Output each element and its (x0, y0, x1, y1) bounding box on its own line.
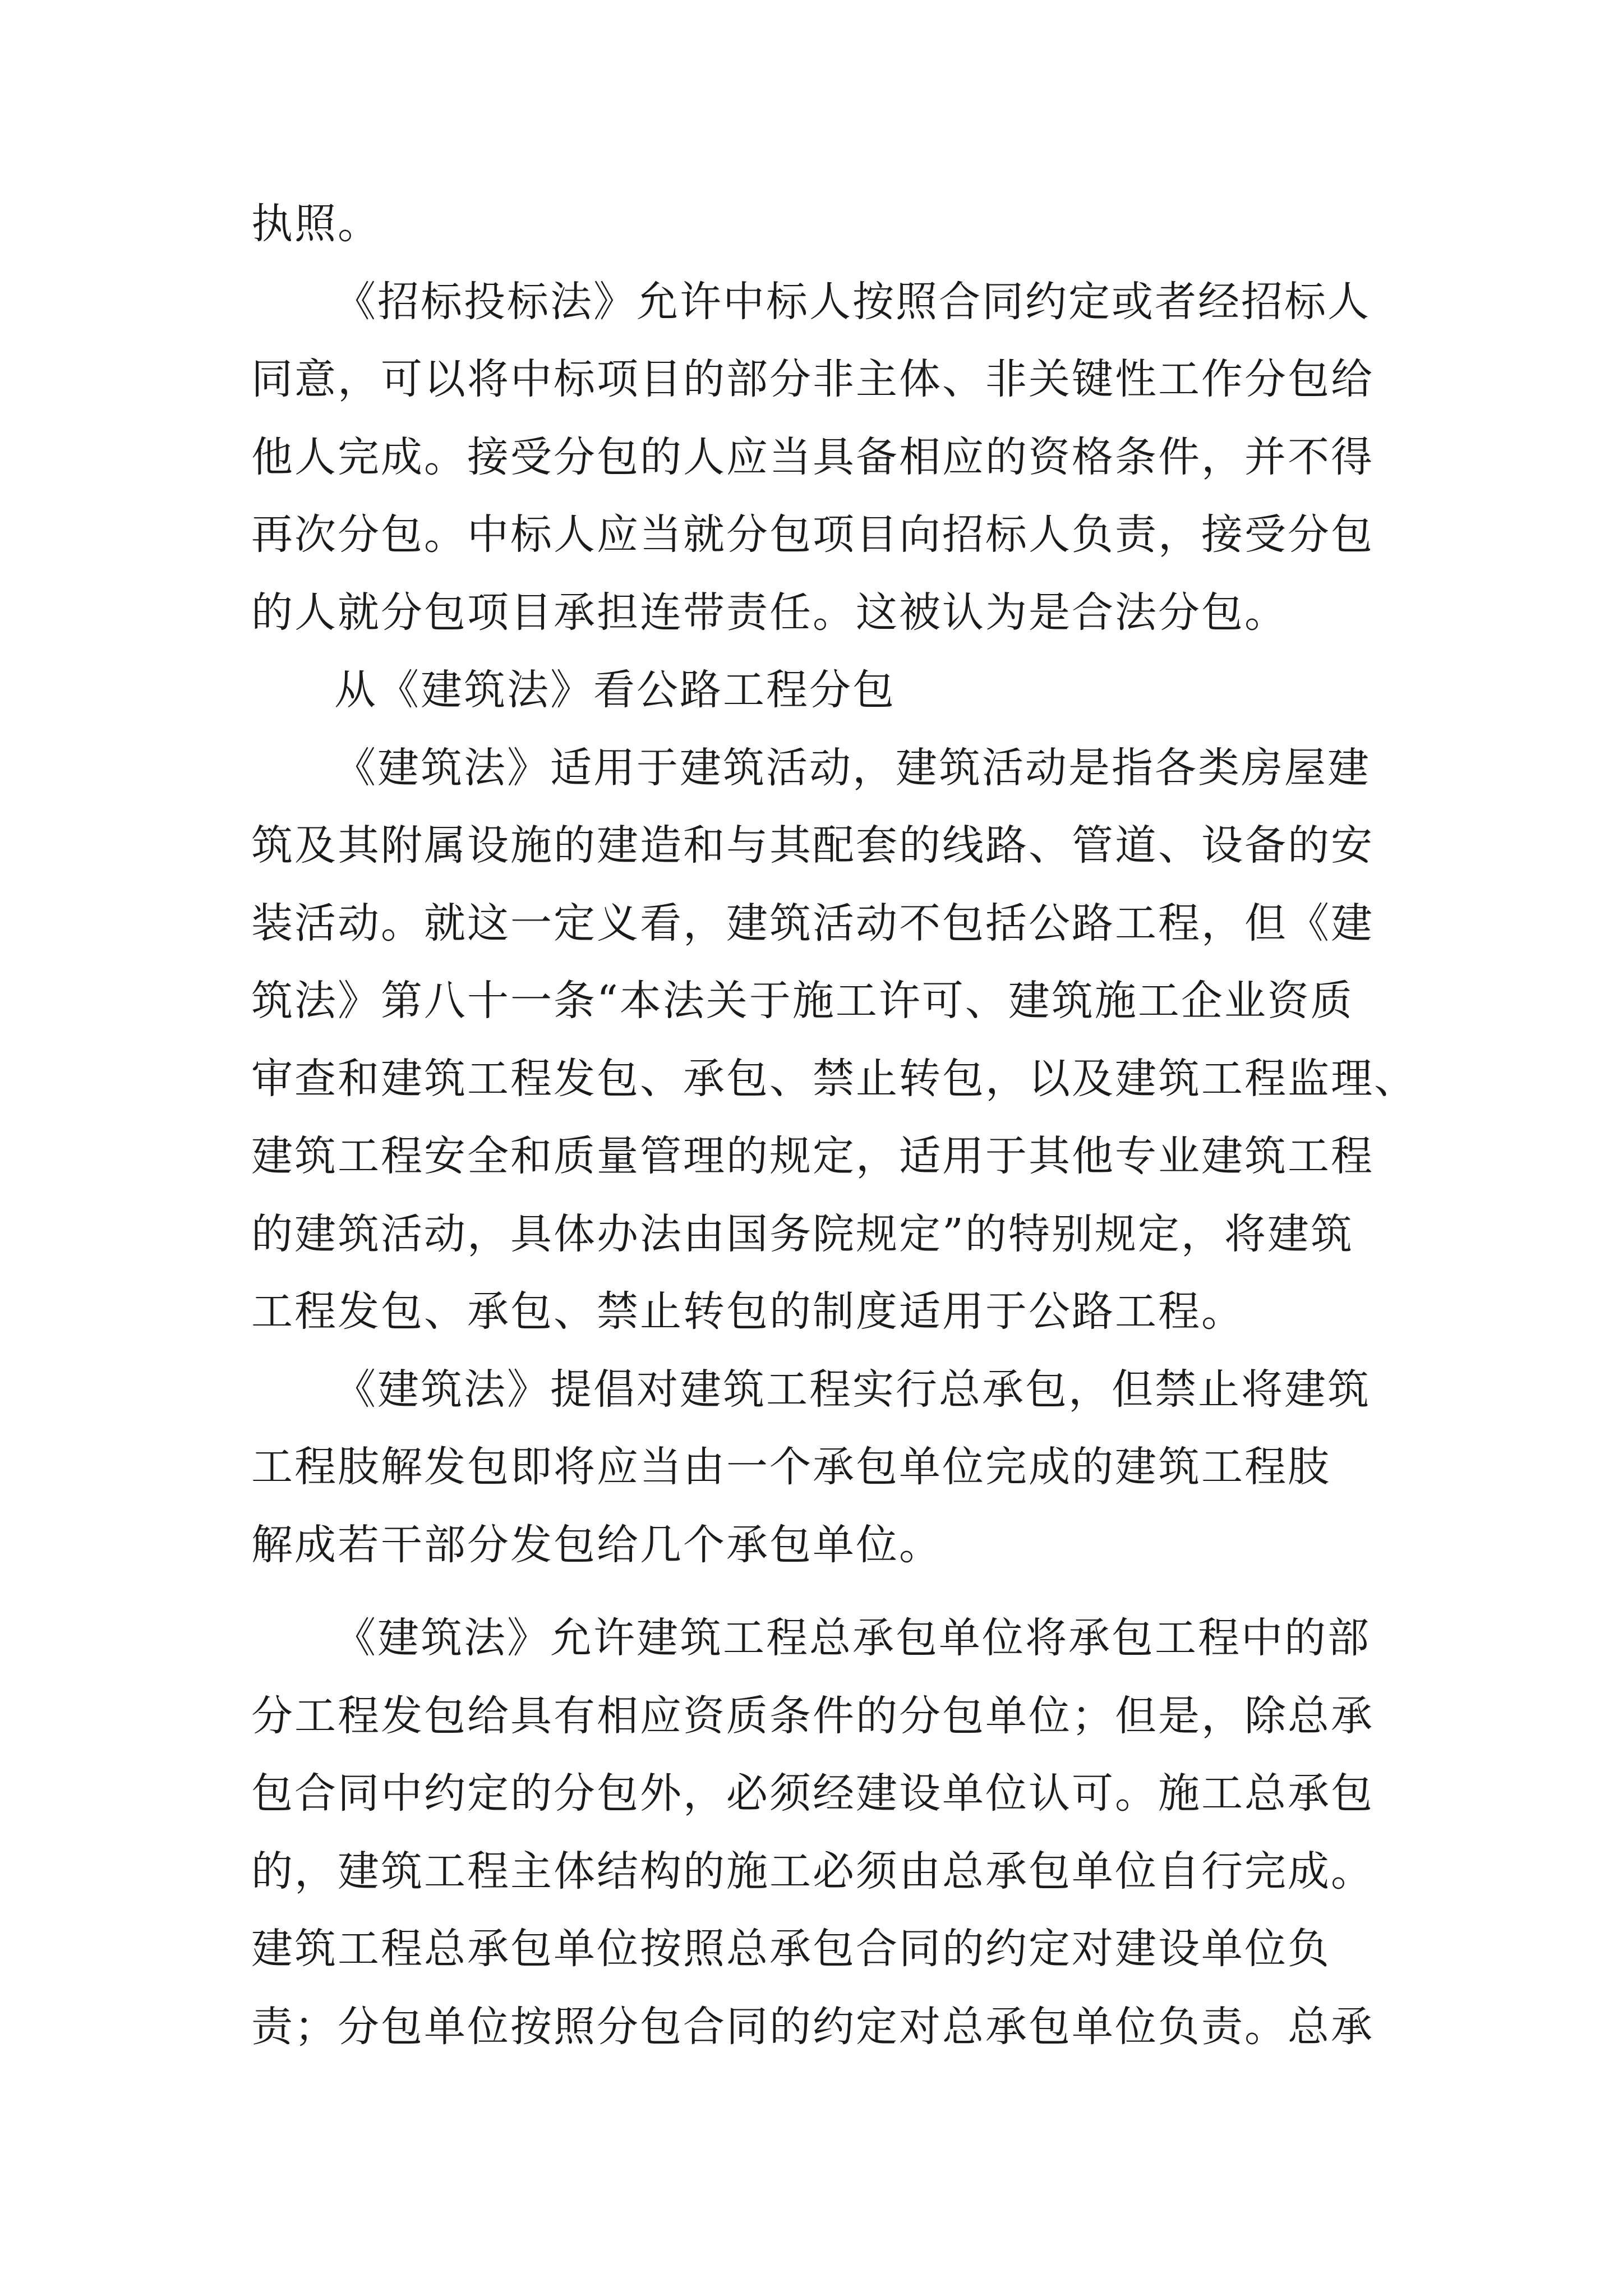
paragraph-line: 执照。 (251, 200, 381, 248)
paragraph-line: 装活动。就这一定义看，建筑活动不包括公路工程，但《建 (251, 899, 1374, 947)
paragraph-line: 《建筑法》允许建筑工程总承包单位将承包工程中的部 (334, 1614, 1371, 1662)
paragraph-line: 建筑工程安全和质量管理的规定，适用于其他专业建筑工程 (251, 1132, 1374, 1180)
paragraph-line: 他人完成。接受分包的人应当具备相应的资格条件，并不得 (251, 432, 1374, 481)
paragraph-line: 工程发包、承包、禁止转包的制度适用于公路工程。 (251, 1287, 1244, 1336)
paragraph-line: 筑法》第八十一条“本法关于施工许可、建筑施工企业资质 (251, 977, 1354, 1025)
body-text (251, 185, 1417, 2065)
section-heading: 从《建筑法》看公路工程分包 (334, 666, 896, 714)
paragraph-line: 的建筑活动，具体办法由国务院规定”的特别规定，将建筑 (251, 1209, 1354, 1258)
paragraph-line: 《招标投标法》允许中标人按照合同约定或者经招标人 (334, 277, 1371, 326)
paragraph-line: 的，建筑工程主体结构的施工必须由总承包单位自行完成。 (251, 1847, 1374, 1895)
paragraph-line: 解成若干部分发包给几个承包单位。 (251, 1520, 942, 1569)
paragraph-line: 的人就分包项目承担连带责任。这被认为是合法分包。 (251, 588, 1288, 637)
paragraph-line: 筑及其附属设施的建造和与其配套的线路、管道、设备的安 (251, 821, 1374, 869)
paragraph-line: 分工程发包给具有相应资质条件的分包单位；但是，除总承 (251, 1691, 1374, 1740)
paragraph-line: 建筑工程总承包单位按照总承包合同的约定对建设单位负 (251, 1925, 1331, 1973)
paragraph-line: 《建筑法》适用于建筑活动，建筑活动是指各类房屋建 (334, 743, 1371, 792)
paragraph-gap (251, 1584, 1390, 1599)
paragraph-line: 《建筑法》提倡对建筑工程实行总承包，但禁止将建筑 (334, 1365, 1371, 1414)
paragraph-line: 工程肢解发包即将应当由一个承包单位完成的建筑工程肢 (251, 1443, 1331, 1491)
paragraph-line: 同意，可以将中标项目的部分非主体、非关键性工作分包给 (251, 355, 1374, 403)
paragraph-line: 包合同中约定的分包外，必须经建设单位认可。施工总承包 (251, 1769, 1374, 1818)
paragraph-line: 审查和建筑工程发包、承包、禁止转包，以及建筑工程监理、 (251, 1054, 1417, 1103)
paragraph-line: 责；分包单位按照分包合同的约定对总承包单位负责。总承 (251, 2002, 1374, 2051)
paragraph-line: 再次分包。中标人应当就分包项目向招标人负责，接受分包 (251, 510, 1374, 559)
